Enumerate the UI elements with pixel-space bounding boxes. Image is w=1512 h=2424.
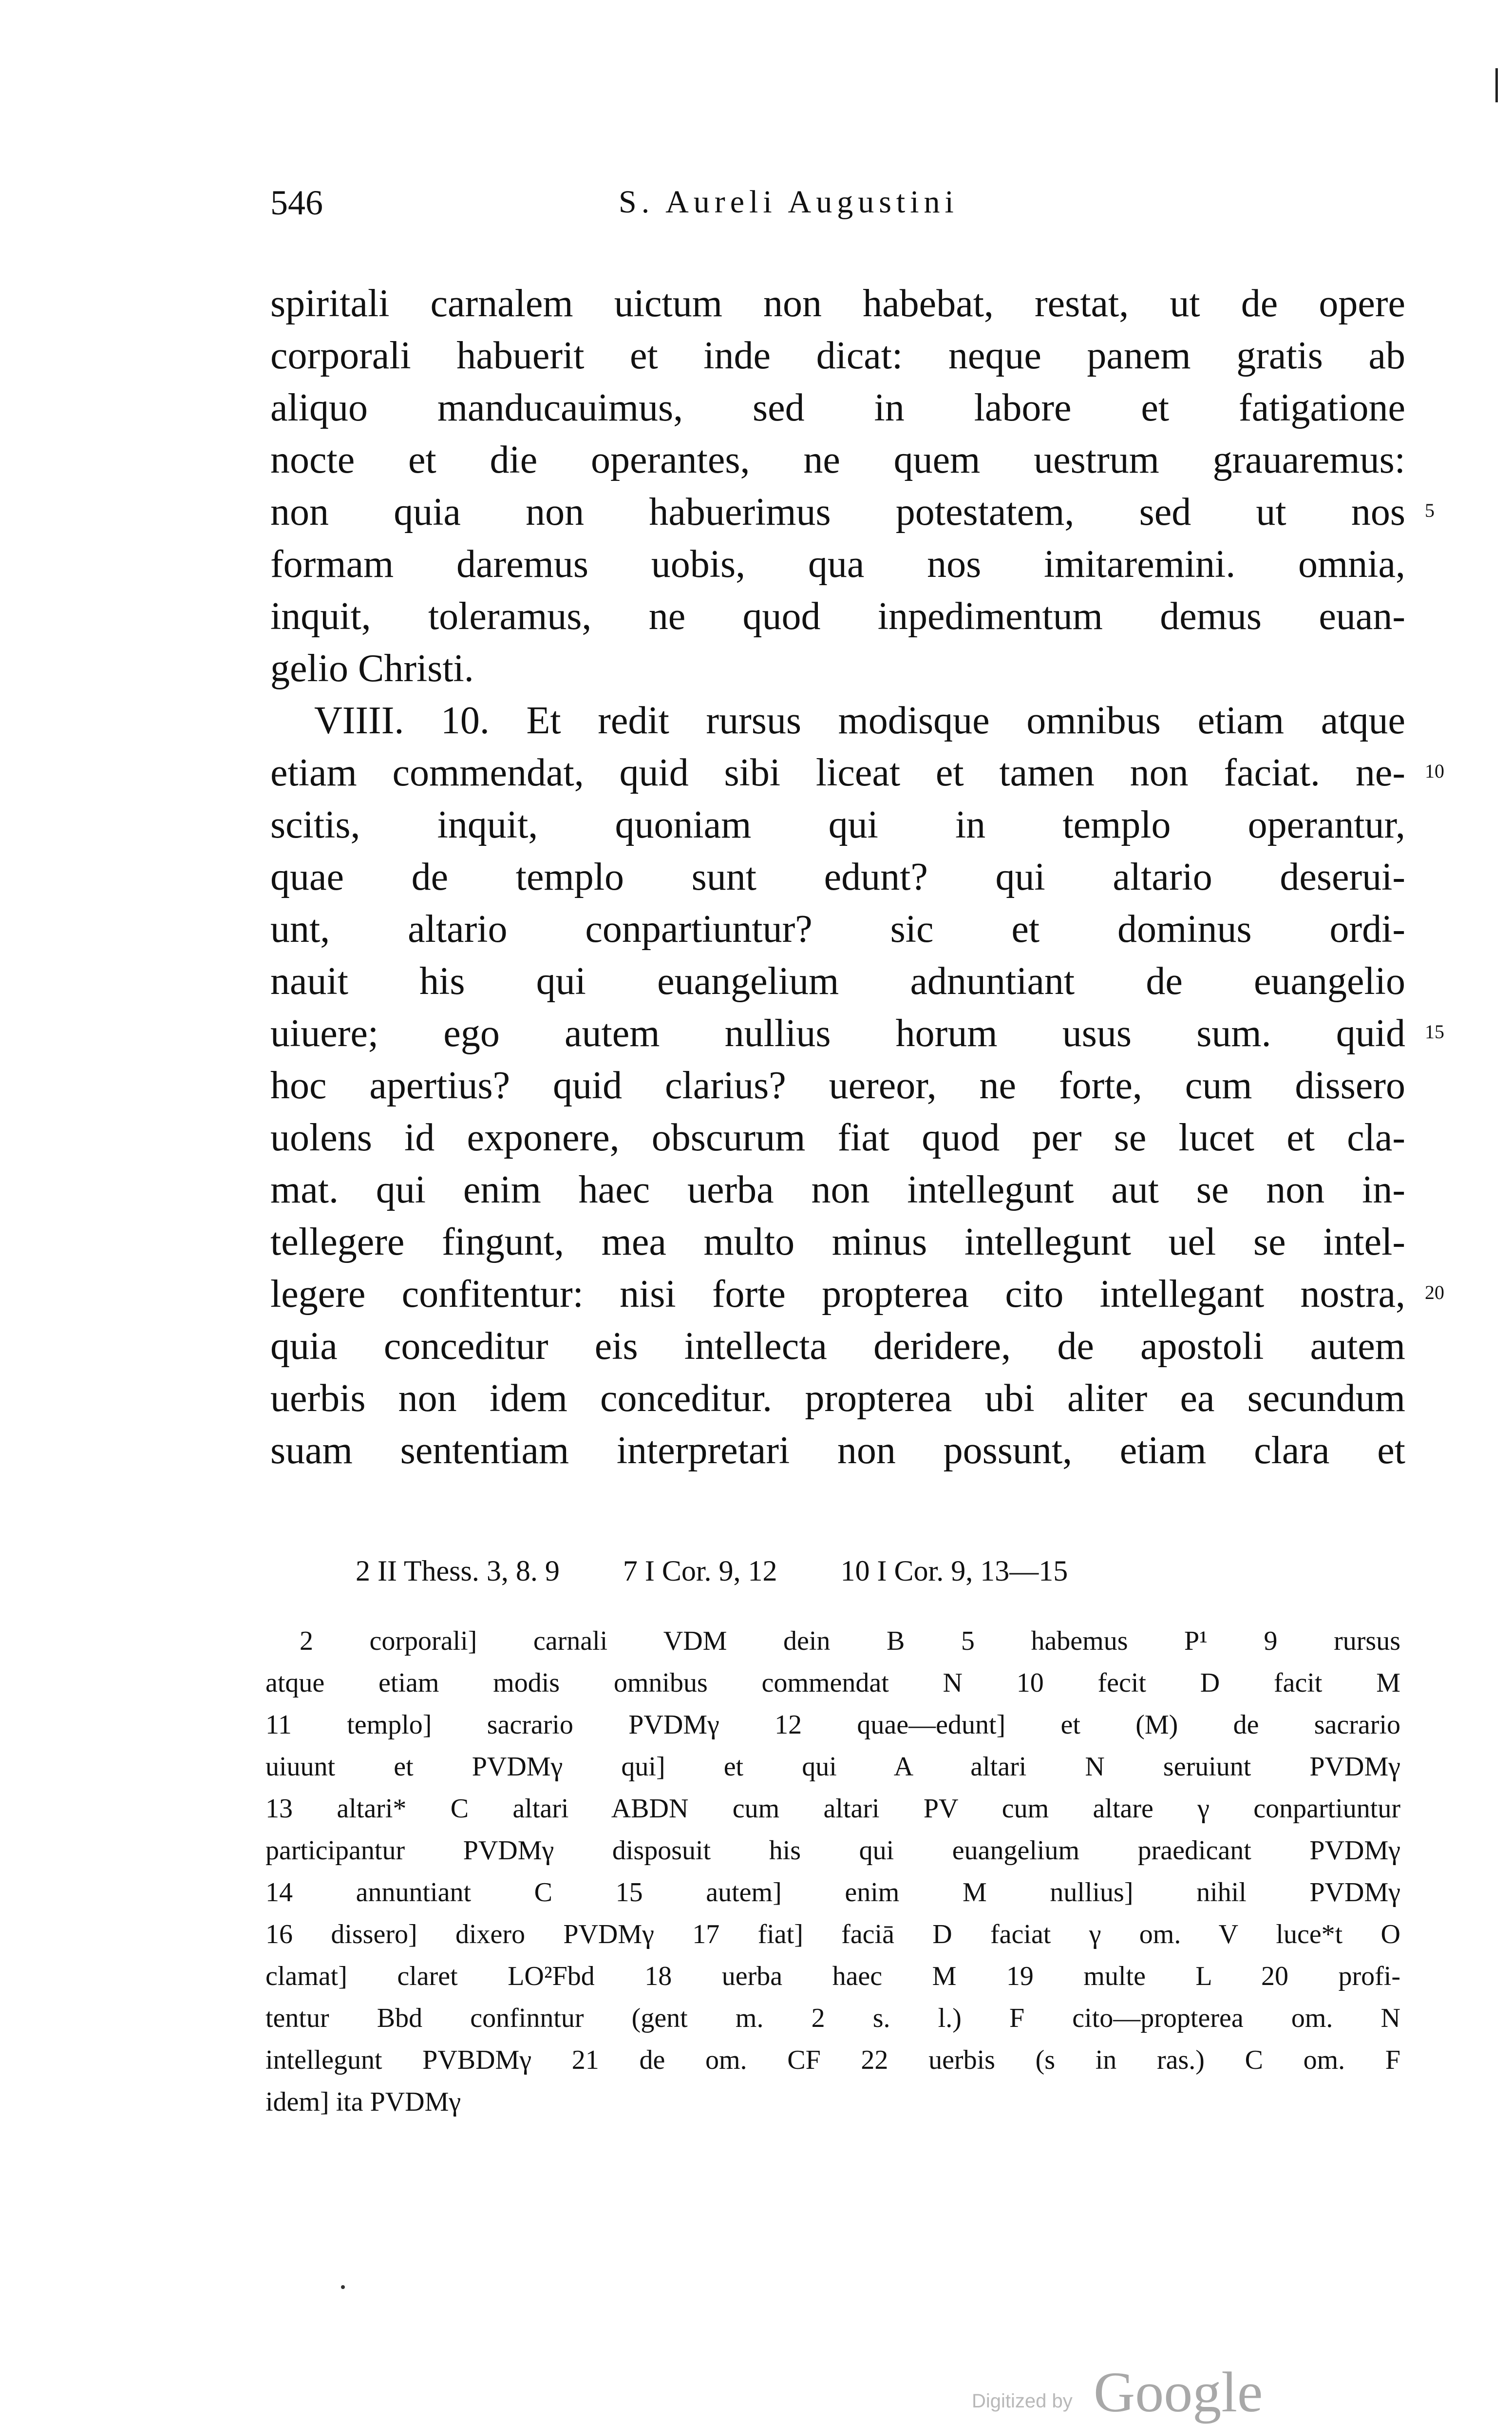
- apparatus-line: 14 annuntiant C 15 autem] enim M nullius] nihil PVDMγ: [265, 1877, 1400, 1908]
- digitization-watermark: [972, 2360, 1288, 2424]
- text-line: [270, 1425, 1405, 1477]
- google-logo: Google: [1094, 2360, 1263, 2424]
- line-number: 5: [1425, 499, 1435, 521]
- text-line: [270, 1112, 1405, 1164]
- text-line: [270, 1216, 1405, 1268]
- apparatus-line: 2 corporali] carnali VDM dein B 5 habemus P¹ 9 rursus: [300, 1626, 1400, 1656]
- ink-speck: [341, 2285, 345, 2289]
- watermark-caption: Digitized by: [972, 2390, 1073, 2412]
- line-text: corporali habuerit et inde dicat: neque panem gratis ab: [270, 334, 1405, 377]
- line-text: mat. qui enim haec uerba non intellegunt aut se non in-: [270, 1168, 1405, 1211]
- apparatus-line: participantur PVDMγ disposuit his qui euangelium praedicant PVDMγ: [265, 1835, 1400, 1866]
- line-text: nauit his qui euangelium adnuntiant de euangelio: [270, 960, 1405, 1003]
- apparatus-line: tentur Bbd confinntur (gent m. 2 s. l.) F cito—propterea om. N: [265, 2003, 1400, 2033]
- apparatus-line: uiuunt et PVDMγ qui] et qui A altari N seruiunt PVDMγ: [265, 1752, 1400, 1782]
- line-text: tellegere fingunt, mea multo minus intellegunt uel se intel-: [270, 1221, 1405, 1263]
- reference: 7 I Cor. 9, 12: [623, 1555, 777, 1587]
- text-line: [270, 278, 1405, 330]
- apparatus-line: 13 altari* C altari ABDN cum altari PV cum altare γ conpartiuntur: [265, 1794, 1400, 1824]
- text-line: [270, 747, 1444, 799]
- apparatus-line: atque etiam modis omnibus commendat N 10 fecit D facit M: [265, 1668, 1400, 1698]
- line-text: scitis, inquit, quoniam qui in templo operantur,: [270, 803, 1405, 846]
- line-text: spiritali carnalem uictum non habebat, restat, ut de opere: [270, 282, 1405, 325]
- text-line: [270, 1008, 1444, 1060]
- line-text: quia conceditur eis intellecta deridere, de apostoli autem: [270, 1325, 1405, 1368]
- line-number: 20: [1425, 1281, 1444, 1303]
- text-line: [270, 591, 1405, 643]
- line-text: formam daremus uobis, qua nos imitaremini. omnia,: [270, 543, 1405, 586]
- main-text: [270, 278, 1444, 1477]
- reference: 10 I Cor. 9, 13—15: [840, 1555, 1068, 1587]
- line-text: etiam commendat, quid sibi liceat et tamen non faciat. ne-: [270, 751, 1405, 794]
- line-text: uolens id exponere, obscurum fiat quod per se lucet et cla-: [270, 1116, 1405, 1159]
- line-number: 15: [1425, 1021, 1444, 1043]
- scripture-references: [356, 1554, 1068, 1588]
- text-line: [270, 1320, 1405, 1373]
- text-line: [270, 1373, 1405, 1425]
- apparatus-line: 11 templo] sacrario PVDMγ 12 quae—edunt] et (M) de sacrario: [265, 1710, 1400, 1740]
- apparatus-line: intellegunt PVBDMγ 21 de om. CF 22 uerbis (s in ras.) C om. F: [265, 2045, 1400, 2075]
- text-line: [270, 955, 1405, 1008]
- line-text: quae de templo sunt edunt? qui altario deserui-: [270, 856, 1405, 898]
- line-text: aliquo manducauimus, sed in labore et fatigatione: [270, 386, 1405, 429]
- page-number: 546: [270, 183, 323, 222]
- line-text: legere confitentur: nisi forte propterea cito intellegant nostra,: [270, 1273, 1405, 1316]
- apparatus-line: 16 dissero] dixero PVDMγ 17 fiat] faciā D faciat γ om. V luce*t O: [265, 1919, 1400, 1949]
- line-text: gelio Christi.: [270, 647, 474, 690]
- text-line: [270, 1268, 1444, 1320]
- line-text: non quia non habuerimus potestatem, sed ut nos: [270, 491, 1405, 534]
- text-line: [270, 434, 1405, 486]
- text-line: [270, 382, 1405, 434]
- line-text: unt, altario conpartiuntur? sic et dominus ordi-: [270, 908, 1405, 951]
- line-text: suam sententiam interpretari non possunt, etiam clara et: [270, 1429, 1405, 1472]
- text-line: [270, 330, 1405, 382]
- text-line: [270, 903, 1405, 955]
- line-text: nocte et die operantes, ne quem uestrum grauaremus:: [270, 439, 1405, 481]
- page-header: [270, 183, 1405, 241]
- critical-apparatus: [265, 1620, 1400, 2123]
- text-line: [270, 538, 1405, 591]
- line-text: uiuere; ego autem nullius horum usus sum. quid: [270, 1012, 1405, 1055]
- line-text: inquit, toleramus, ne quod inpedimentum demus euan-: [270, 595, 1405, 638]
- text-line: [270, 851, 1405, 903]
- line-text: hoc apertius? quid clarius? uereor, ne forte, cum dissero: [270, 1064, 1405, 1107]
- text-line: [270, 1164, 1405, 1216]
- text-line: [270, 643, 1405, 695]
- text-line: [270, 1060, 1405, 1112]
- apparatus-line: clamat] claret LO²Fbd 18 uerba haec M 19 multe L 20 profi-: [265, 1961, 1400, 1991]
- apparatus-line: idem] ita PVDMγ: [265, 2087, 461, 2117]
- running-title: S. Aureli Augustini: [619, 184, 959, 220]
- text-line: [270, 486, 1435, 538]
- text-line: [270, 799, 1405, 851]
- line-text: VIIII. 10. Et redit rursus modisque omnibus etiam atque: [314, 699, 1405, 742]
- text-line: [270, 695, 1405, 747]
- line-text: uerbis non idem conceditur. propterea ubi aliter ea secundum: [270, 1377, 1405, 1420]
- reference: 2 II Thess. 3, 8. 9: [356, 1555, 560, 1587]
- edge-mark: [1495, 68, 1498, 102]
- line-number: 10: [1425, 760, 1444, 782]
